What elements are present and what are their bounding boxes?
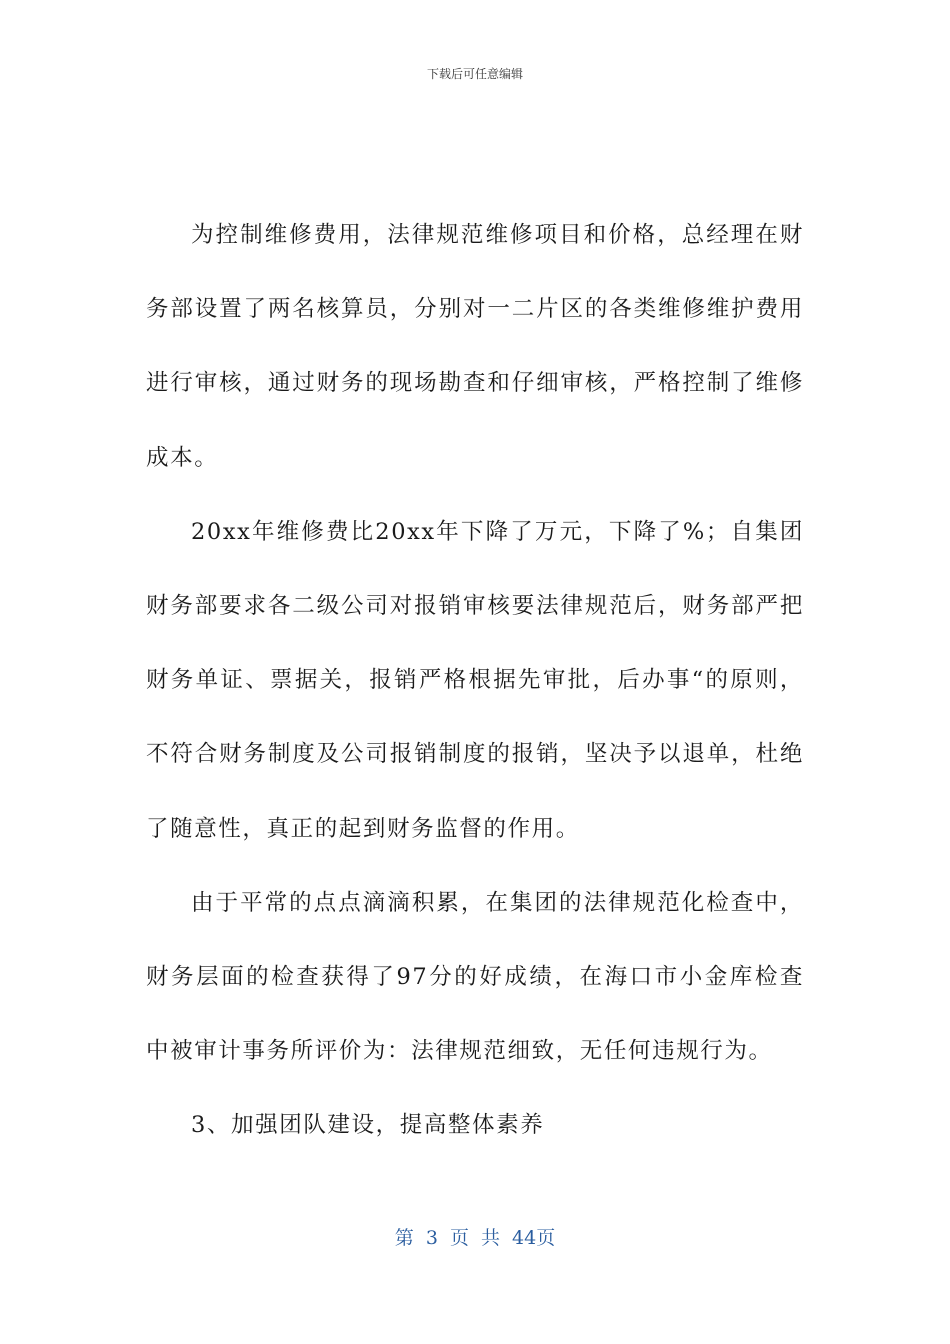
paragraph-maintenance-cost: 为控制维修费用，法律规范维修项目和价格，总经理在财务部设置了两名核算员，分别对一二片区的各类维修维护费用进行审核，通过财务的现场勘查和仔细审核，严格控制了维修成本。 — [146, 222, 804, 471]
paragraph-inspection-result: 由于平常的点点滴滴积累，在集团的法律规范化检查中，财务层面的检查获得了97分的好成绩，在海口市小金库检查中被审计事务所评价为：法律规范细致，无任何违规行为。 — [146, 889, 804, 1065]
page-number-footer: 第 3 页 共 44页 — [394, 1227, 556, 1249]
page-header: 下载后可任意编辑 — [426, 67, 523, 81]
section-heading: 3、加强团队建设，提高整体素养 — [191, 1112, 545, 1139]
paragraph-reimbursement-audit: 20xx年维修费比20xx年下降了万元，下降了%；自集团财务部要求各二级公司对报销审核要法律规范后，财务部严把财务单证、票据关，报销严格根据先审批，后办事“的原则，不符合财务制度及公司报销制度的报销，坚决予以退单，杜绝了随意性，真正的起到财务监督的作用。 — [146, 518, 804, 842]
document-body — [146, 198, 804, 1163]
